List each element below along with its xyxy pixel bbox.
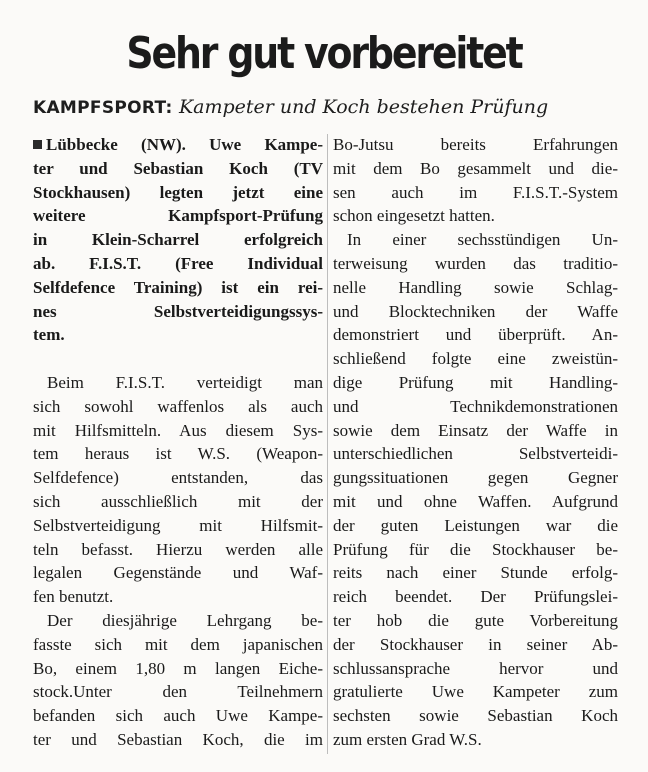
text-line: In einer sechsstündigen Un- (347, 230, 618, 250)
text-line: schon eingesetzt hatten. (333, 206, 495, 226)
text-line: reits nach einer Stunde erfolg- (333, 563, 618, 583)
text-line: legalen Gegenstände und Waf- (33, 563, 323, 583)
text-line: der guten Leistungen war die (333, 515, 618, 535)
text-line: befanden sich auch Uwe Kampe- (33, 706, 323, 726)
square-bullet-icon (33, 140, 42, 149)
text-line: terweisung wurden das traditio- (333, 253, 618, 273)
text-line: stock.Unter den Teilnehmern (33, 682, 323, 702)
text-line (33, 133, 323, 157)
text-line: tem. (33, 325, 65, 345)
text-line: Bo, einem 1,80 m langen Eiche- (33, 658, 323, 678)
subheadline (33, 94, 633, 118)
text-line: Stockhausen) legten jetzt eine (33, 182, 323, 202)
text-line: ter hob die gute Vorbereitung (333, 610, 618, 630)
text-line: fasste sich mit dem japanischen (33, 634, 323, 654)
kicker: KAMPFSPORT: (33, 98, 173, 118)
text-line-content: Lübbecke (NW). Uwe Kampe- (46, 135, 323, 154)
body-paragraph (333, 228, 618, 752)
text-line: ter und Sebastian Koch, die im (33, 729, 323, 749)
text-line: demonstriert und überprüft. An- (333, 325, 618, 345)
text-line: der Stockhauser in seiner Ab- (333, 634, 618, 654)
text-line: nelle Handling sowie Schlag- (333, 277, 618, 297)
deck: Kampeter und Koch bestehen Prüfung (178, 96, 549, 118)
body-paragraph (33, 371, 323, 609)
text-line: zum ersten Grad W.S. (333, 729, 482, 749)
body-paragraph (33, 609, 323, 752)
text-line: mit Hilfsmitteln. Aus diesem Sys- (33, 420, 323, 440)
text-line: gungssituationen gegen Gegner (333, 468, 618, 488)
text-line: in Klein-Scharrel erfolgreich (33, 230, 323, 250)
text-line: Selbstverteidigung mit Hilfsmit- (33, 515, 323, 535)
text-line: weitere Kampfsport-Prüfung (33, 206, 323, 226)
text-line: Selfdefence) entstanden, das (33, 468, 323, 488)
headline: Sehr gut vorbereitet (126, 28, 522, 79)
text-line: dige Prüfung mit Handling- (333, 372, 618, 392)
lead-paragraph (33, 133, 323, 347)
text-line: Prüfung für die Stockhauser be- (333, 539, 618, 559)
text-line: reich beendet. Der Prüfungslei- (333, 587, 618, 607)
text-line: fen benutzt. (33, 587, 114, 607)
body-paragraph (333, 133, 618, 228)
text-line: Beim F.I.S.T. verteidigt man (47, 372, 323, 392)
text-line: mit und ohne Waffen. Aufgrund (333, 491, 618, 511)
text-line: und Blocktechniken der Waffe (333, 301, 618, 321)
column-divider (327, 134, 328, 754)
text-line: teln befasst. Hierzu werden alle (33, 539, 323, 559)
right-column (333, 133, 618, 752)
text-line: sich ausschließlich mit der (33, 491, 323, 511)
text-line: ab. F.I.S.T. (Free Individual (33, 253, 323, 273)
text-line: sich sowohl waffenlos als auch (33, 396, 323, 416)
text-line: Selfdefence Training) ist ein rei- (33, 277, 323, 297)
text-line: und Technikdemonstrationen (333, 396, 618, 416)
text-line: ter und Sebastian Koch (TV (33, 158, 323, 178)
left-column (33, 133, 323, 752)
text-line: mit dem Bo gesammelt und die- (333, 158, 618, 178)
text-line: Der diesjährige Lehrgang be- (47, 610, 323, 630)
text-line: schließend folgte eine zweistün- (333, 349, 618, 369)
text-line: Bo-Jutsu bereits Erfahrungen (333, 135, 618, 154)
text-line: nes Selbstverteidigungssys- (33, 301, 323, 321)
text-line: unterschiedlichen Selbstverteidi- (333, 444, 618, 464)
text-line: schlussansprache hervor und (333, 658, 618, 678)
paragraph-gap (33, 347, 323, 371)
text-line: gratulierte Uwe Kampeter zum (333, 682, 618, 702)
text-line: tem heraus ist W.S. (Weapon- (33, 444, 323, 464)
text-line: sowie dem Einsatz der Waffe in (333, 420, 618, 440)
text-line: sechsten sowie Sebastian Koch (333, 706, 618, 726)
text-line: sen auch im F.I.S.T.-System (333, 182, 618, 202)
